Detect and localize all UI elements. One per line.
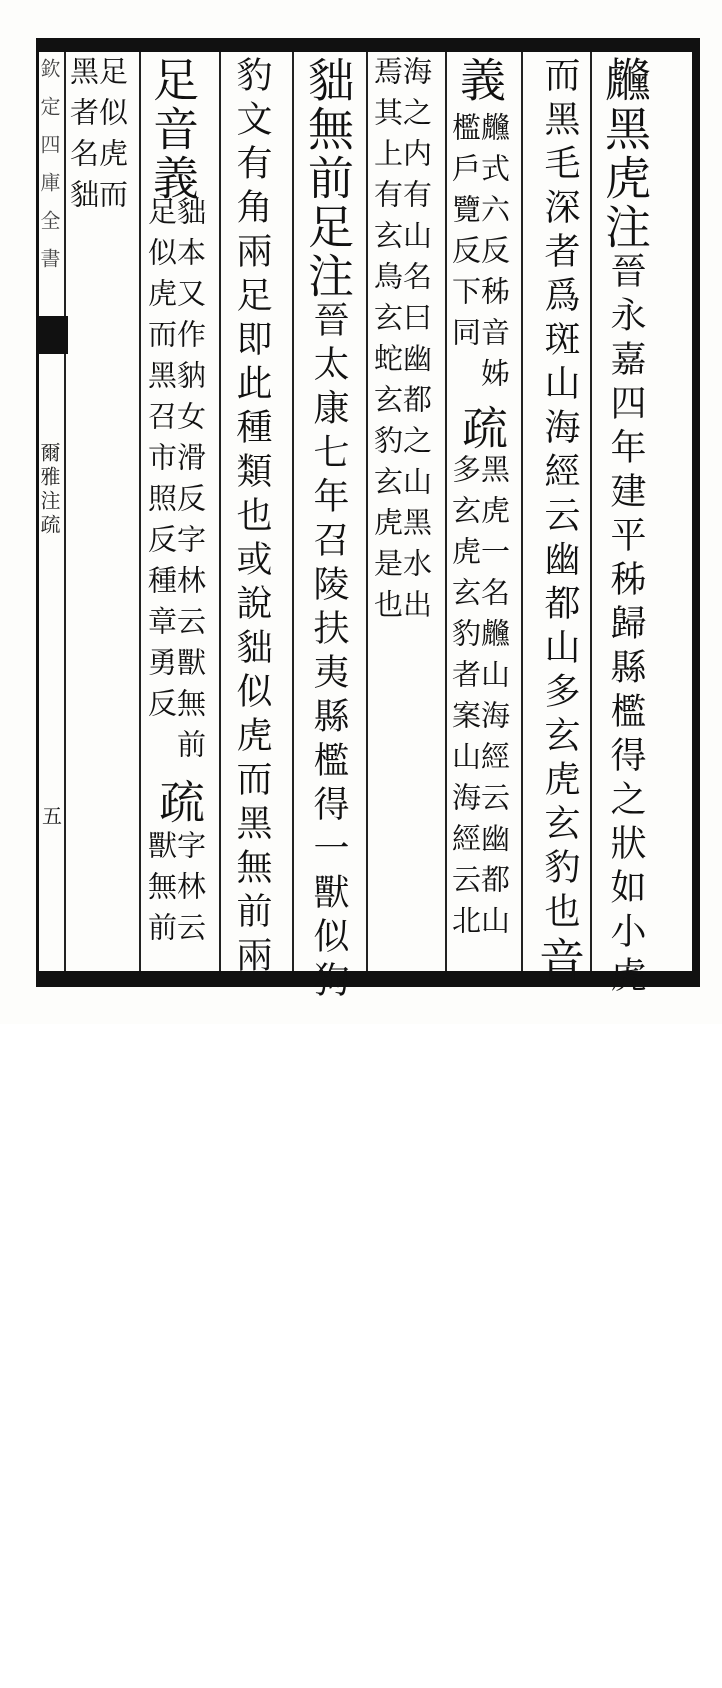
annotation-left-line: 獸無前 — [144, 830, 178, 953]
commentary-text: 晉永嘉四年建平秭歸縣檻得之狀如小虎 — [605, 252, 646, 1000]
commentary-text: 晉太康七年召陵扶夷縣檻得一獸似狗 — [308, 301, 349, 1005]
text-column-6 — [231, 56, 272, 980]
annotation-left-line: 多玄虎玄豹者案山海經云北 — [448, 454, 482, 946]
fishtail-mark — [36, 316, 68, 354]
column-rule — [292, 52, 294, 971]
annotation-right-line: 字林云 — [173, 830, 207, 953]
commentary-text: 豹文有角兩足即此種類也或說貀似虎而黑無前兩 — [231, 56, 272, 980]
annotation-right-line: 虪式六反秭音姊 — [477, 112, 511, 399]
heading-marker: 疏 — [152, 778, 206, 827]
annotation-left-line: 黑者名貀 — [66, 56, 100, 220]
column-rule — [366, 52, 368, 971]
annotation-right-line: 海之内有山名曰幽都之山黑水出 — [399, 56, 433, 630]
text-column-2 — [532, 56, 586, 985]
margin-book-title: 欽定四庫全書 — [37, 58, 61, 286]
headword-text: 虪黑虎注 — [598, 56, 652, 252]
column-rule — [219, 52, 221, 971]
column-rule — [590, 52, 592, 971]
column-rule — [139, 52, 141, 971]
annotation-pair — [144, 196, 207, 770]
text-column-5 — [301, 56, 355, 1005]
frame-top-border — [36, 38, 700, 52]
headword-text: 貀無前足注 — [301, 56, 355, 301]
text-column-1 — [598, 56, 652, 1000]
column-rule — [521, 52, 523, 971]
commentary-text: 而黑毛深者爲斑山海經云幽都山多玄虎玄豹也 — [539, 56, 580, 936]
annotation-left-line: 焉其上有玄鳥玄蛇玄豹玄虎是也 — [370, 56, 404, 630]
annotation-pair — [448, 112, 511, 412]
annotation-left-line: 足似虎而黑召市照反種章勇反 — [144, 196, 178, 729]
annotation-right-line: 足似虎而 — [95, 56, 129, 220]
annotation-pair — [144, 830, 207, 966]
frame-bottom-border — [36, 971, 700, 987]
heading-marker: 音 — [532, 936, 586, 985]
heading-marker: 疏 — [455, 404, 509, 453]
margin-page-number: 五 — [42, 804, 62, 828]
annotation-right-line: 黑虎一名虪山海經云幽都山 — [477, 454, 511, 946]
annotation-pair — [448, 454, 511, 966]
column-rule — [445, 52, 447, 971]
annotation-pair — [66, 56, 129, 966]
annotation-left-line: 檻戶覽反下同 — [448, 112, 482, 358]
annotation-pair — [370, 56, 433, 966]
margin-section-title: 爾雅注疏 — [37, 442, 61, 538]
heading-marker: 足音義 — [146, 56, 200, 203]
frame-right-border — [692, 38, 700, 987]
annotation-right-line: 貀本又作豽女滑反字林云獸無前 — [173, 196, 207, 770]
heading-marker: 義 — [453, 56, 507, 105]
